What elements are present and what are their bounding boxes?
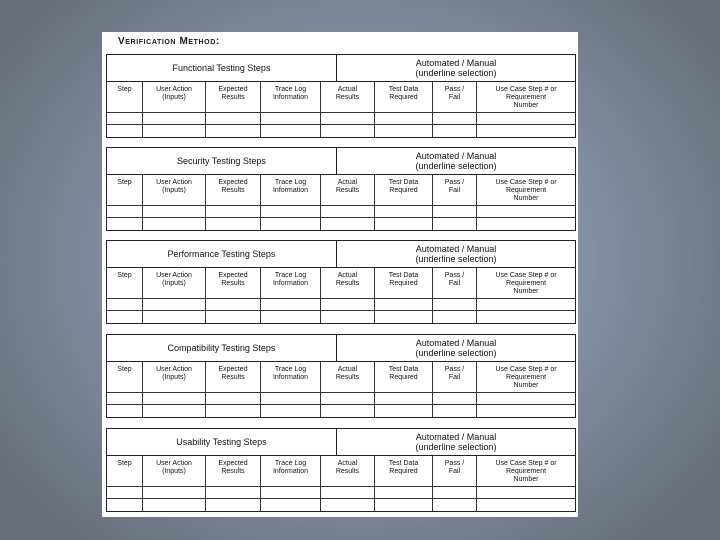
column-header: Actual Results xyxy=(321,362,375,393)
table-cell[interactable] xyxy=(143,487,206,499)
table-cell[interactable] xyxy=(375,206,433,218)
table-cell[interactable] xyxy=(477,393,575,405)
table-cell[interactable] xyxy=(375,487,433,499)
table-cell[interactable] xyxy=(477,299,575,311)
verification-type-selector xyxy=(337,55,575,81)
table-cell[interactable] xyxy=(143,299,206,311)
column-header-row xyxy=(107,362,575,393)
table-cell[interactable] xyxy=(375,499,433,511)
table-row xyxy=(107,393,575,405)
testing-section xyxy=(106,147,576,231)
underline-selection-hint: (underline selection) xyxy=(415,68,497,78)
table-cell[interactable] xyxy=(206,218,261,230)
column-header: Test Data Required xyxy=(375,268,433,299)
column-header: Actual Results xyxy=(321,456,375,487)
table-row xyxy=(107,125,575,137)
table-cell[interactable] xyxy=(433,299,477,311)
table-cell[interactable] xyxy=(321,206,375,218)
table-row xyxy=(107,206,575,218)
table-cell[interactable] xyxy=(433,487,477,499)
table-cell[interactable] xyxy=(477,125,575,137)
underline-selection-hint: (underline selection) xyxy=(415,161,497,171)
verification-type-selector xyxy=(337,429,575,455)
table-cell[interactable] xyxy=(143,311,206,323)
column-header: User Action (Inputs) xyxy=(143,82,206,113)
column-header: Trace Log Information xyxy=(261,268,321,299)
column-header: Pass / Fail xyxy=(433,456,477,487)
table-cell[interactable] xyxy=(433,125,477,137)
column-header: User Action (Inputs) xyxy=(143,268,206,299)
automated-manual-label: Automated / Manual xyxy=(415,244,497,254)
column-header: Pass / Fail xyxy=(433,82,477,113)
column-header: Pass / Fail xyxy=(433,268,477,299)
table-cell[interactable] xyxy=(206,487,261,499)
column-header: User Action (Inputs) xyxy=(143,456,206,487)
form-title: Verification Method: xyxy=(118,36,220,47)
table-cell[interactable] xyxy=(477,311,575,323)
column-header: Test Data Required xyxy=(375,362,433,393)
table-row xyxy=(107,487,575,499)
section-header xyxy=(107,148,575,175)
section-title: Performance Testing Steps xyxy=(107,241,337,267)
column-header: Use Case Step # or Requirement Number xyxy=(477,82,575,113)
table-cell[interactable] xyxy=(206,125,261,137)
table-cell[interactable] xyxy=(143,206,206,218)
section-header xyxy=(107,241,575,268)
table-cell[interactable] xyxy=(261,299,321,311)
table-cell[interactable] xyxy=(375,393,433,405)
table-cell[interactable] xyxy=(261,113,321,125)
column-header: User Action (Inputs) xyxy=(143,175,206,206)
table-row xyxy=(107,218,575,230)
table-cell[interactable] xyxy=(477,218,575,230)
table-cell[interactable] xyxy=(433,393,477,405)
table-cell[interactable] xyxy=(321,218,375,230)
table-cell[interactable] xyxy=(143,125,206,137)
table-cell[interactable] xyxy=(107,206,143,218)
verification-type-selector xyxy=(337,148,575,174)
table-cell[interactable] xyxy=(261,125,321,137)
column-header: Trace Log Information xyxy=(261,362,321,393)
table-cell[interactable] xyxy=(107,299,143,311)
table-cell[interactable] xyxy=(261,487,321,499)
table-cell[interactable] xyxy=(143,405,206,417)
column-header: Use Case Step # or Requirement Number xyxy=(477,456,575,487)
table-cell[interactable] xyxy=(107,125,143,137)
column-header: Step xyxy=(107,268,143,299)
table-cell[interactable] xyxy=(375,311,433,323)
table-cell[interactable] xyxy=(143,393,206,405)
column-header: Use Case Step # or Requirement Number xyxy=(477,268,575,299)
column-header: Trace Log Information xyxy=(261,82,321,113)
automated-manual-label: Automated / Manual xyxy=(415,58,497,68)
column-header: Step xyxy=(107,82,143,113)
table-cell[interactable] xyxy=(107,113,143,125)
testing-section xyxy=(106,240,576,324)
column-header: Expected Results xyxy=(206,268,261,299)
column-header: Actual Results xyxy=(321,82,375,113)
automated-manual-label: Automated / Manual xyxy=(415,338,497,348)
underline-selection-hint: (underline selection) xyxy=(415,348,497,358)
section-title: Usability Testing Steps xyxy=(107,429,337,455)
table-row xyxy=(107,113,575,125)
automated-manual-label: Automated / Manual xyxy=(415,432,497,442)
table-cell[interactable] xyxy=(433,218,477,230)
table-cell[interactable] xyxy=(477,206,575,218)
table-cell[interactable] xyxy=(206,206,261,218)
table-cell[interactable] xyxy=(321,487,375,499)
column-header: Actual Results xyxy=(321,268,375,299)
table-cell[interactable] xyxy=(321,393,375,405)
column-header: User Action (Inputs) xyxy=(143,362,206,393)
column-header: Step xyxy=(107,362,143,393)
table-cell[interactable] xyxy=(143,499,206,511)
table-cell[interactable] xyxy=(206,393,261,405)
table-cell[interactable] xyxy=(433,206,477,218)
verification-form xyxy=(102,32,578,517)
table-cell[interactable] xyxy=(375,218,433,230)
table-cell[interactable] xyxy=(261,206,321,218)
testing-section xyxy=(106,334,576,418)
table-cell[interactable] xyxy=(433,405,477,417)
table-row xyxy=(107,299,575,311)
column-header-row xyxy=(107,456,575,487)
table-cell[interactable] xyxy=(261,311,321,323)
table-cell[interactable] xyxy=(375,405,433,417)
column-header: Step xyxy=(107,175,143,206)
verification-type-selector xyxy=(337,241,575,267)
column-header-row xyxy=(107,175,575,206)
table-cell[interactable] xyxy=(206,113,261,125)
column-header: Pass / Fail xyxy=(433,362,477,393)
underline-selection-hint: (underline selection) xyxy=(415,254,497,264)
table-cell[interactable] xyxy=(321,499,375,511)
section-header xyxy=(107,55,575,82)
verification-type-selector xyxy=(337,335,575,361)
table-cell[interactable] xyxy=(107,487,143,499)
column-header: Expected Results xyxy=(206,175,261,206)
table-cell[interactable] xyxy=(433,311,477,323)
table-cell[interactable] xyxy=(375,299,433,311)
section-header xyxy=(107,429,575,456)
column-header: Expected Results xyxy=(206,82,261,113)
column-header: Actual Results xyxy=(321,175,375,206)
table-cell[interactable] xyxy=(477,113,575,125)
table-cell[interactable] xyxy=(261,218,321,230)
section-header xyxy=(107,335,575,362)
section-title: Functional Testing Steps xyxy=(107,55,337,81)
column-header: Test Data Required xyxy=(375,175,433,206)
column-header: Step xyxy=(107,456,143,487)
testing-section xyxy=(106,54,576,138)
table-cell[interactable] xyxy=(433,113,477,125)
testing-section xyxy=(106,428,576,512)
column-header: Pass / Fail xyxy=(433,175,477,206)
table-cell[interactable] xyxy=(143,218,206,230)
underline-selection-hint: (underline selection) xyxy=(415,442,497,452)
table-cell[interactable] xyxy=(261,393,321,405)
section-title: Compatibility Testing Steps xyxy=(107,335,337,361)
table-cell[interactable] xyxy=(321,405,375,417)
table-cell[interactable] xyxy=(206,405,261,417)
automated-manual-label: Automated / Manual xyxy=(415,151,497,161)
table-cell[interactable] xyxy=(321,311,375,323)
table-cell[interactable] xyxy=(206,299,261,311)
column-header: Trace Log Information xyxy=(261,175,321,206)
table-cell[interactable] xyxy=(107,405,143,417)
table-cell[interactable] xyxy=(321,299,375,311)
table-cell[interactable] xyxy=(107,218,143,230)
table-cell[interactable] xyxy=(321,125,375,137)
table-cell[interactable] xyxy=(321,113,375,125)
table-cell[interactable] xyxy=(477,499,575,511)
table-row xyxy=(107,405,575,417)
column-header-row xyxy=(107,82,575,113)
table-cell[interactable] xyxy=(143,113,206,125)
table-cell[interactable] xyxy=(433,499,477,511)
table-cell[interactable] xyxy=(375,125,433,137)
column-header: Expected Results xyxy=(206,362,261,393)
table-cell[interactable] xyxy=(261,499,321,511)
table-row xyxy=(107,311,575,323)
table-row xyxy=(107,499,575,511)
table-cell[interactable] xyxy=(206,311,261,323)
column-header: Trace Log Information xyxy=(261,456,321,487)
table-cell[interactable] xyxy=(206,499,261,511)
table-cell[interactable] xyxy=(477,487,575,499)
column-header: Expected Results xyxy=(206,456,261,487)
table-cell[interactable] xyxy=(107,393,143,405)
section-title: Security Testing Steps xyxy=(107,148,337,174)
column-header: Use Case Step # or Requirement Number xyxy=(477,175,575,206)
table-cell[interactable] xyxy=(107,499,143,511)
column-header: Test Data Required xyxy=(375,82,433,113)
table-cell[interactable] xyxy=(261,405,321,417)
column-header-row xyxy=(107,268,575,299)
table-cell[interactable] xyxy=(477,405,575,417)
table-cell[interactable] xyxy=(375,113,433,125)
table-cell[interactable] xyxy=(107,311,143,323)
column-header: Test Data Required xyxy=(375,456,433,487)
column-header: Use Case Step # or Requirement Number xyxy=(477,362,575,393)
